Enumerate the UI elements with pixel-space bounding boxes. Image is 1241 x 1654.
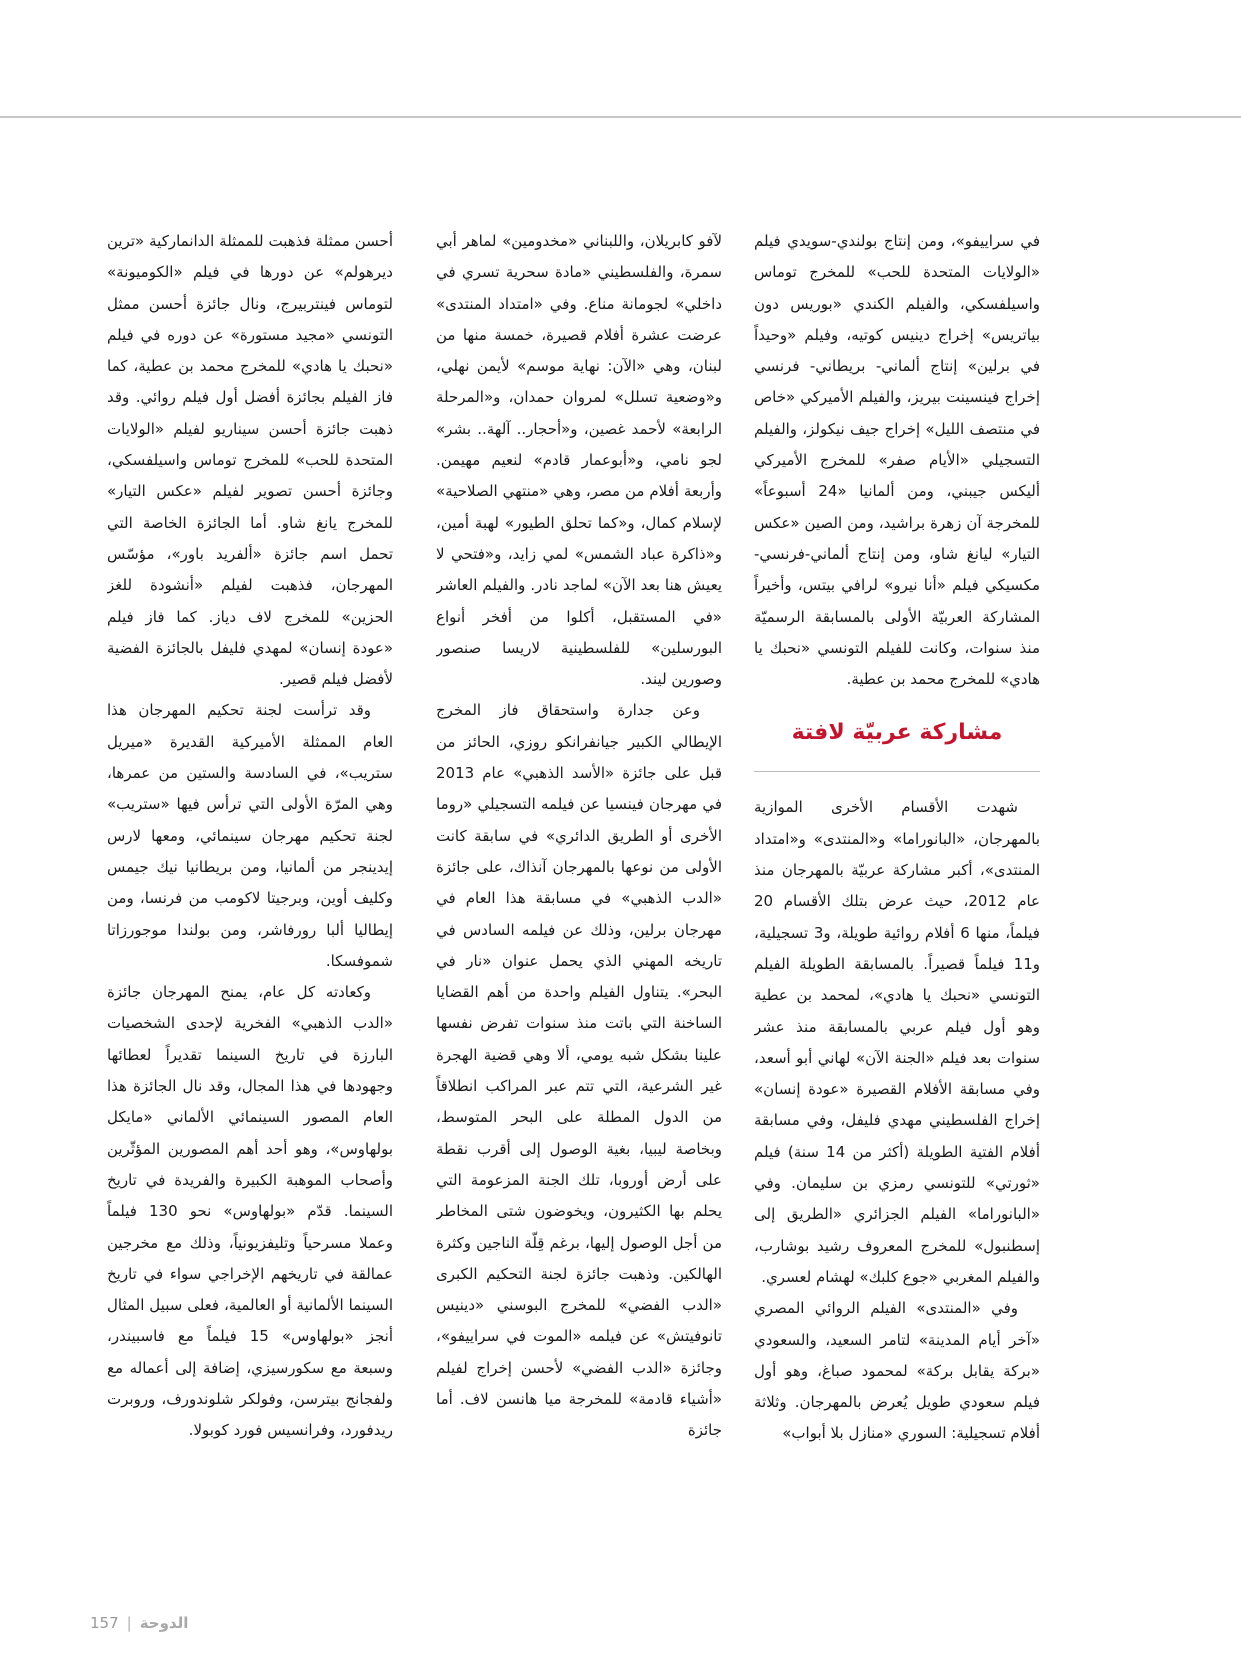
article-paragraph: وقد ترأست لجنة تحكيم المهرجان هذا العام الممثلة الأميركية القديرة «ميريل ستريب»، في السادسة والستين من عمرها، وهي المرّة الأولى التي ترأس فيها «ستريب» لجنة تحكيم مهرجان سينمائي، ومعها لارس إيدينجر من ألمانيا، ومن بريطانيا نيك جيمس وكليف أوين، وبرجيتا لاكومب من فرنسا، ومن إيطاليا ألبا رورفاشر، ومن بولندا موجورزاتا شموفسكا. xyxy=(107,701,393,970)
article-paragraph: وفي «المنتدى» الفيلم الروائي المصري «آخر أيام المدينة» لتامر السعيد، والسعودي «بركة يقابل بركة» لمحمود صباغ، وهو أول فيلم سعودي طويل يُعرض بالمهرجان. وثلاثة أفلام تسجيلية: السوري «منازل بلا أبواب» xyxy=(754,1299,1040,1443)
article-paragraph: وعن جدارة واستحقاق فاز المخرج الإيطالي الكبير جيانفرانكو روزي، الحائز من قبل على جائزة «الأسد الذهبي» عام 2013 في مهرجان فينسيا عن فيلمه التسجيلي «روما الأخرى أو الطريق الدائري» في سابقة كانت الأولى من نوعها بالمهرجان آنذاك، على جائزة «الدب الذهبي» في مسابقة هذا العام في مهرجان برلين، وذلك عن فيلمه السادس في تاريخه المهني الذي يحمل عنوان «نار في البحر». يتناول الفيلم واحدة من أهم القضايا الساخنة التي باتت منذ سنوات تفرض نفسها علينا بشكل شبه يومي، ألا وهي قضية الهجرة غير الشرعية، التي تتم عبر المراكب انطلاقاً من الدول المطلة على البحر المتوسط، وبخاصة ليبيا، بغية الوصول إلى أقرب نقطة على أرض أوروبا، تلك الجنة المزعومة التي يحلم بها الكثيرون، ويخوضون شتى المخاطر من أجل الوصول إليها، برغم قِلّة الناجين وكثرة الهالكين. وذهبت جائزة لجنة التحكيم الكبرى «الدب الفضي» للمخرج البوسني «دينيس تانوفيتش» عن فيلمه «الموت في سراييفو»، وجائزة «الدب الفضي» لأحسن إخراج لفيلم «أشياء قادمة» للمخرجة ميا هانسن لاف. أما جائزة xyxy=(436,701,722,1440)
folio-separator: | xyxy=(126,1614,132,1632)
section-heading: مشاركة عربيّة لافتة xyxy=(791,720,1003,746)
section-divider xyxy=(754,771,1040,772)
article-column-middle xyxy=(436,226,722,1576)
article-paragraph: لآفو كابريلان، واللبناني «مخدومين» لماهر أبي سمرة، والفلسطيني «مادة سحرية تسري في داخلي» لجومانة مناع. وفي «امتداد المنتدى» عرضت عشرة أفلام قصيرة، خمسة منها من لبنان، وهي «الآن: نهاية موسم» لأيمن نهلي، و«وضعية تسلل» لمروان حمدان، و«المرحلة الرابعة» لأحمد غصين، و«أحجار.. آلهة.. بشر» لجو نامي، و«أبوعمار قادم» لنعيم مهيمن. وأربعة أفلام من مصر، وهي «منتهي الصلاحية» لإسلام كمال، و«كما تحلق الطيور» لهبة أمين، و«ذاكرة عباد الشمس» لمي زايد، و«فتحي لا يعيش هنا بعد الآن» لماجد نادر. والفيلم العاشر «في المستقبل، أكلوا من أفخر أنواع البورسلين» للفلسطينية لاريسا صنصور وصورين ليند. xyxy=(436,232,722,689)
magazine-name: الدوحة xyxy=(139,1614,189,1632)
article-column-right xyxy=(754,226,1040,1576)
page-folio xyxy=(90,1614,188,1632)
article-paragraph: شهدت الأقسام الأخرى الموازية بالمهرجان، «البانوراما» و«المنتدى» و«امتداد المنتدى»، أكبر مشاركة عربيّة بالمهرجان منذ عام 2012، حيث عرض بتلك الأقسام 20 فيلماً، منها 6 أفلام روائية طويلة، و3 تسجيلية، و11 فيلماً قصيراً. بالمسابقة الطويلة الفيلم التونسي «نحبك يا هادي»، لمحمد بن عطية وهو أول فيلم عربي بالمسابقة منذ عشر سنوات بعد فيلم «الجنة الآن» لهاني أبو أسعد، وفي مسابقة الأفلام القصيرة «عودة إنسان» إخراج الفلسطيني مهدي فليفل، وفي مسابقة أفلام الفتية الطويلة (أكثر من 14 سنة) فيلم «ثورتي» للتونسي رمزي بن سليمان. وفي «البانوراما» الفيلم الجزائري «الطريق إلى إسطنبول» للمخرج المعروف رشيد بوشارب، والفيلم المغربي «جوع كلبك» لهشام لعسري. xyxy=(754,798,1040,1286)
article-paragraph: في سراييفو»، ومن إنتاج بولندي-سويدي فيلم «الولايات المتحدة للحب» للمخرج توماس واسيلفسكي، والفيلم الكندي «بوريس دون بياتريس» إخراج دينيس كوتيه، وفيلم «وحيداً في برلين» إنتاج ألماني- بريطاني- فرنسي إخراج فينسينت بيريز، والفيلم الأميركي «خاص في منتصف الليل» إخراج جيف نيكولز، والفيلم التسجيلي «الأيام صفر» للمخرج الأميركي أليكس جيبني، ومن ألمانيا «24 أسبوعاً» للمخرجة آن زهرة براشيد، ومن الصين «عكس التيار» ليانغ شاو، ومن إنتاج ألماني-فرنسي- مكسيكي فيلم «أنا نيرو» لرافي بيتس، وأخيراً المشاركة العربيّة الأولى بالمسابقة الرسميّة منذ سنوات، وكانت للفيلم التونسي «نحبك يا هادي» للمخرج محمد بن عطية. xyxy=(754,232,1040,689)
article-column-left xyxy=(107,226,393,1576)
article-paragraph: أحسن ممثلة فذهبت للممثلة الدانماركية «ترين ديرهولم» عن دورها في فيلم «الكوميونة» لتوماس فينتربيرج، ونال جائزة أحسن ممثل التونسي «مجيد مستورة» عن دوره في فيلم «نحبك يا هادي» للمخرج محمد بن عطية، كما فاز الفيلم بجائزة أفضل أول فيلم روائي. وقد ذهبت جائزة أحسن سيناريو لفيلم «الولايات المتحدة للحب» للمخرج توماس واسيلفسكي، وجائزة أحسن تصوير لفيلم «عكس التيار» للمخرج يانغ شاو. أما الجائزة الخاصة التي تحمل اسم جائزة «ألفريد باور»، مؤسّس المهرجان، فذهبت لفيلم «أنشودة للغز الحزين» للمخرج لاف دياز. كما فاز فيلم «عودة إنسان» لمهدي فليفل بالجائزة الفضية لأفضل فيلم قصير. xyxy=(107,232,393,689)
header-rule xyxy=(0,116,1241,118)
article-paragraph: وكعادته كل عام، يمنح المهرجان جائزة «الدب الذهبي» الفخرية لإحدى الشخصيات البارزة في تاريخ السينما تقديراً لعطائها وجهودها في هذا المجال، وقد نال الجائزة هذا العام المصور السينمائي الألماني «مايكل بولهاوس»، وهو أحد أهم المصورين المؤثّرين وأصحاب الموهبة الكبيرة والفريدة في تاريخ السينما. قدّم «بولهاوس» نحو 130 فيلماً وعملا مسرحياً وتليفزيونياً، وذلك مع مخرجين عمالقة في تاريخهم الإخراجي سواء في تاريخ السينما الألمانية أو العالمية، فعلى سبيل المثال أنجز «بولهاوس» 15 فيلماً مع فاسبيندر، وسبعة مع سكورسيزي، إضافة إلى أعماله مع ولفجانج بيترسن، وفولكر شلوندورف، وروبرت ريدفورد، وفرانسيس فورد كوبولا. xyxy=(107,983,393,1440)
page-number: 157 xyxy=(90,1614,119,1632)
